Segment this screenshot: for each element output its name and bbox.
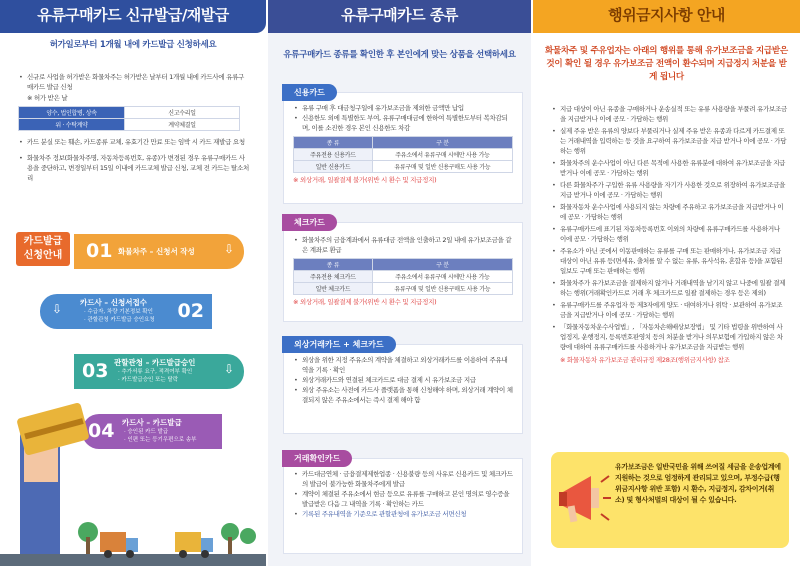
table-cell: 주유소에서 유류구매 시에만 사용 가능 (372, 149, 512, 161)
table-row (19, 107, 240, 119)
issuance-steps-graphic (0, 232, 266, 566)
list-item: • 계약이 체결된 주유소에서 현금 등으로 유류를 구매하고 본인 명의로 영수증을 발급받은 다음 그 내역을 기록 · 확인하는 카드 (293, 489, 513, 509)
table-header: 종 류 (294, 137, 373, 149)
list-item: • 화물차주가 유가보조금을 결제하지 않거나 거래내역을 남기지 않고 나중에 일괄 결제하는 행위(거래확인카드로 거래 후 체크카드로 일괄 결제하는 경우 등은 제외) (551, 278, 787, 298)
check-card-table (293, 258, 513, 295)
check-card-warning: ※ 외상거래, 일괄결제 불가(위반 시 환수 및 지급정지) (293, 298, 437, 306)
list-item: • 유류구매카드에 표기된 자동차등록번호 이외의 차량에 유류구매카드를 사용하거나 이에 공모 · 가담하는 행위 (551, 224, 787, 244)
step-detail: · 인편 또는 등기우편으로 송부 (124, 437, 197, 443)
panel-title-issuance: 유류구매카드 신규발급/재발급 (0, 0, 266, 33)
list-item: • 외상 주유소는 사전에 카드사 플랫폼을 통해 신청해야 하며, 외상거래 계약이 체결되지 않은 주유소에서는 즉시 결제 해야 함 (293, 385, 513, 405)
prohibited-acts-panel (533, 0, 800, 566)
table-row (294, 149, 513, 161)
step-number: 04 (88, 420, 115, 442)
list-item: • 카드대금연체 · 금융결제제한업종 · 신용불량 등의 사유로 신용카드 및 체크카드의 발급이 불가능한 화물차주에게 발급 (293, 469, 513, 489)
table-cell: 주유전용 신용카드 (294, 149, 373, 161)
guide-label-line: 신청안내 (23, 250, 63, 261)
permit-date-note: ※ 허가 받은 날 (27, 94, 68, 102)
prohibited-acts-list (551, 104, 787, 365)
panel-subtitle-types: 유류구매카드 종류를 확인한 후 본인에게 맞는 상품을 선택하세요 (283, 50, 516, 60)
list-item: • 외상거래카드와 연결된 체크카드로 대금 결제 시 유가보조금 지급 (293, 375, 513, 385)
list-item: • 화물차주의 금융계좌에서 유류대금 전액을 인출하고 2일 내에 유가보조금을 같은 계좌로 환급 (293, 235, 513, 255)
chevron-down-icon: ⇩ (223, 362, 234, 376)
confirm-card-section (283, 458, 523, 554)
table-row (294, 161, 513, 173)
permit-date-table (18, 106, 240, 131)
card-types-panel (268, 0, 531, 566)
step-detail: · 관할관청 카드발급 승인요청 (84, 317, 155, 323)
table-cell: 계약체결일 (125, 119, 240, 131)
table-header: 구 분 (372, 137, 512, 149)
table-cell: 위 · 수탁계약 (19, 119, 125, 131)
tag-credit-card: 신용카드 (282, 84, 337, 101)
step-number: 02 (177, 300, 204, 322)
step-title: 카드사 – 카드발급 (122, 418, 182, 427)
tag-check-card: 체크카드 (282, 214, 337, 231)
list-item: • 신용한도 외에 특별한도 부여, 유류구매대금에 한하여 특별한도부터 복차감되며, 이를 소진한 경우 본인 신용한도 차감 (293, 113, 513, 133)
table-cell: 주유소에서 유류구매 시에만 사용 가능 (372, 271, 512, 283)
list-item: • 실제 주유 받은 유류의 양보다 부풀리거나 실제 주유 받은 유종과 다르게 카드결제 또는 거래내역을 입력하는 등 것을 요구하여 유가보조금을 지급 받거나 이에 공모 · 가담하는 행위 (551, 126, 787, 156)
panel-subtitle-issuance: 허가일로부터 1개월 내에 카드발급 신청하세요 (49, 40, 217, 50)
table-cell: 일반 신용카드 (294, 161, 373, 173)
step-number: 01 (86, 240, 113, 262)
guide-label-line: 카드발급 (23, 236, 63, 247)
table-row (294, 271, 513, 283)
list-item: • 화물차주의 운수사업이 아닌 다른 목적에 사용한 유류분에 대하여 유가보조금을 지급받거나 이에 공모 · 가담하는 행위 (551, 158, 787, 178)
panel-subtitle-prohibited: 화물차주 및 주유업자는 아래의 행위를 통해 유가보조금을 지급받은 것이 확인 될 경우 유가보조금 전액이 환수되며 지급정지 처분을 받게 됩니다 (545, 46, 788, 82)
credit-check-section (283, 344, 523, 434)
hand-card-truck-illustration (0, 382, 266, 566)
table-cell: 신고수리일 (125, 107, 240, 119)
credit-card-table (293, 136, 513, 173)
warning-alert-box (551, 452, 789, 548)
step-02 (40, 294, 212, 329)
list-item: • 유류구매카드를 주유업자 등 제3자에게 양도 · 대여하거나 위탁 · 보관하여 유가보조금을 지급받거나 이에 공모 · 가담하는 행위 (551, 300, 787, 320)
table-cell: 유류구매 및 일반 신용구매도 사용 가능 (372, 161, 512, 173)
list-item: • 화물자동차 운수사업에 사용되지 않는 차량에 주유하고 유가보조금을 지급받거나 이에 공모 · 가담하는 행위 (551, 202, 787, 222)
issuance-paragraph-1: • 신규로 사업을 허가받은 화물차주는 허가받은 날부터 1개월 내에 카드사에 유류구매카드 발급 신청 (18, 72, 250, 92)
chevron-down-icon: ⇩ (223, 242, 234, 256)
table-cell: 일반 체크카드 (294, 283, 373, 295)
panel-title-prohibited: 행위금지사항 안내 (533, 0, 800, 33)
table-row (294, 259, 513, 271)
chevron-down-icon: ⇩ (52, 302, 63, 316)
card-issuance-panel (0, 0, 266, 566)
table-row (294, 283, 513, 295)
megaphone-icon (557, 468, 611, 530)
check-card-section (283, 222, 523, 322)
credit-card-warning: ※ 외상거래, 일괄결제 불가(위반 시 환수 및 지급정지) (293, 176, 437, 184)
step-title: 카드사 – 신청서접수 (80, 298, 147, 307)
warning-alert-text: 유가보조금은 일반국민을 위해 쓰여질 세금을 운송업계에 지원하는 것으로 엄정하게 관리되고 있으며, 부정수급(행위금지사항 위반 포함) 시 환수, 지급정지, 감차이거(취소) 및 형사처벌의 대상이 될 수 있습니다. (615, 463, 781, 504)
table-cell: 유류구매 및 일반 신용구매도 사용 가능 (372, 283, 512, 295)
table-cell: 주유전용 체크카드 (294, 271, 373, 283)
table-row (294, 137, 513, 149)
step-detail: · 카드발급승인 또는 탈락 (118, 377, 179, 383)
step-detail: · 수급자, 차량 기본정보 확인 (84, 309, 153, 315)
list-item: • 지급 대상이 아닌 유종을 구매하거나 운송실적 또는 유류 사용량을 부풀려 유가보조금을 지급받거나 이에 공모 · 가담하는 행위 (551, 104, 787, 124)
step-detail: · 승인된 카드 발급 (124, 429, 169, 435)
step-detail: · 추가서류 요구, 적격여부 확인 (118, 369, 193, 375)
step-number: 03 (82, 360, 109, 382)
table-cell: 양수, 법인합병, 상속 (19, 107, 125, 119)
step-title: 관할관청 – 카드발급승인 (114, 358, 196, 367)
regulation-reference-note: ※ 화물자동차 유가보조금 관리규정 제28조(행위금지사항) 참조 (560, 356, 730, 364)
list-item: • 외상을 위한 지정 주유소의 계약을 체결하고 외상거래카드를 이용하여 주유내역을 기록 · 확인 (293, 355, 513, 375)
issuance-paragraph-3: • 화물차주 정보(화물차주명, 자동차등록번호, 유종)가 변경된 경우 유류구매카드 사용을 중단하고, 변경일부터 15일 이내에 카드교체 발급 신청, 교체 전 카드는 탈소처리 (18, 153, 250, 183)
issuance-paragraph-2: • 카드 분실 또는 훼손, 카드종류 교체, 유효기간 만료 또는 임박 시 카드 재발급 요청 (18, 137, 250, 147)
guide-label-box (16, 232, 70, 266)
step-01 (74, 234, 244, 269)
tag-credit-check-card: 외상거래카드 + 체크카드 (282, 336, 396, 353)
list-item: • 「화물자동차운수사업법」, 「자동차손해배상보장법」 및 기타 법령을 위반하여 사업정지, 운행정지, 등록번호판영치 등의 처분을 받거나 의무보험에 가입하지 않은 차량에 대하여 유류구매카드를 사용하거나 유가보조금을 지급받는 행위 (551, 322, 787, 352)
list-item: • 다른 화물차주가 구입한 유류 사용량을 자기가 사용한 것으로 위장하여 유가보조금을 지급 받거나 이에 공모 · 가담하는 행위 (551, 180, 787, 200)
table-header: 구 분 (372, 259, 512, 271)
tag-confirm-card: 거래확인카드 (282, 450, 352, 467)
list-item: • 주유소가 아닌 곳에서 이동판매하는 유류를 구매 또는 판매하거나, 유가보조금 지급 대상이 아닌 유류 등(면세유, 출처를 알 수 없는 유류, 유사석유, 혼합유 등)을 포함된 일보도 구매 또는 판매하는 행위 (551, 246, 787, 276)
panel-title-types: 유류구매카드 종류 (268, 0, 531, 33)
table-row (19, 119, 240, 131)
list-item: • 기록된 주유내역을 기준으로 관할관청에 유가보조금 서면신청 (293, 509, 513, 519)
credit-card-section (283, 92, 523, 204)
issuance-info (18, 72, 250, 183)
list-item: • 유류 구매 후 대금청구일에 유가보조금을 제외한 금액만 납입 (293, 103, 513, 113)
step-title: 화물차주 – 신청서 작성 (118, 247, 195, 256)
table-header: 종 류 (294, 259, 373, 271)
